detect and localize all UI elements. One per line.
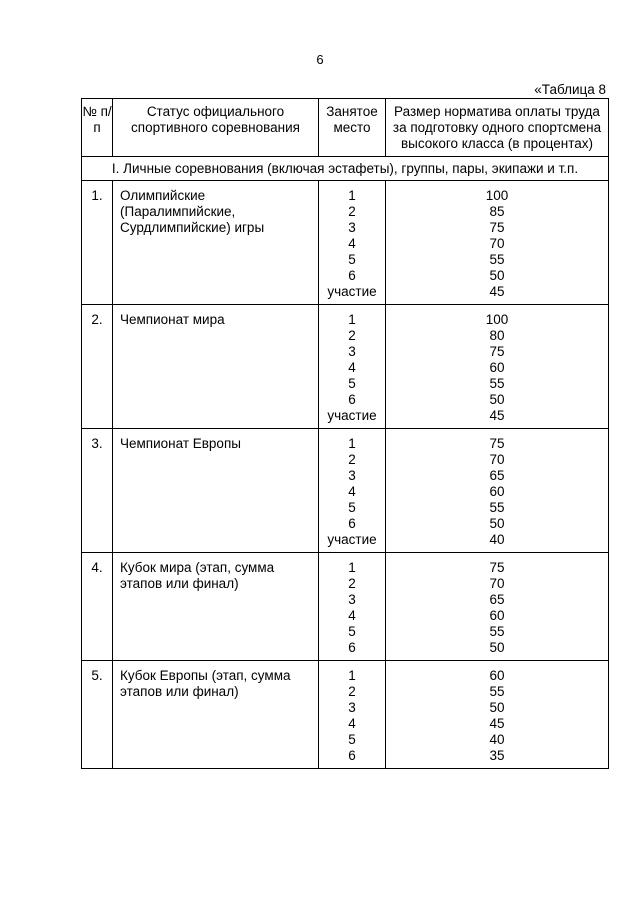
norms-table — [81, 98, 609, 769]
header-norm: Размер норматива оплаты труда за подготовку одного спортсмена высокого класса (в процентах) — [386, 99, 609, 157]
percent-value: 60 — [489, 608, 505, 623]
competition-status: Кубок Европы (этап, сумма этапов или финал) — [113, 661, 319, 769]
percent-value: 45 — [489, 716, 505, 731]
place-value: 2 — [348, 576, 356, 591]
place-value: участие — [327, 408, 377, 423]
header-row — [82, 99, 609, 157]
header-num: № п/п — [82, 99, 113, 157]
percent-value: 70 — [489, 452, 505, 467]
place-value: 1 — [348, 560, 356, 575]
place-value: 6 — [348, 268, 356, 283]
percent-value: 45 — [489, 284, 505, 299]
place-value: 4 — [348, 360, 356, 375]
percent-value: 80 — [489, 328, 505, 343]
section-title: I. Личные соревнования (включая эстафеты), группы, пары, экипажи и т.п. — [82, 157, 609, 181]
header-status: Статус официального спортивного соревнования — [113, 99, 319, 157]
competition-status: Чемпионат мира — [113, 305, 319, 429]
percent-value: 50 — [489, 640, 505, 655]
percent-value: 50 — [489, 268, 505, 283]
place-value: 5 — [348, 376, 356, 391]
place-value: 4 — [348, 608, 356, 623]
percent-value: 85 — [489, 204, 505, 219]
percent-cell — [386, 305, 609, 429]
percent-value: 60 — [489, 668, 505, 683]
place-value: 4 — [348, 236, 356, 251]
competition-status: Олимпийские (Паралимпийские, Сурдлимпийские) игры — [113, 181, 319, 305]
percent-value: 60 — [489, 360, 505, 375]
place-value: 5 — [348, 624, 356, 639]
place-value: 4 — [348, 716, 356, 731]
table-row — [82, 429, 609, 553]
place-value: 5 — [348, 252, 356, 267]
place-value: 5 — [348, 500, 356, 515]
place-value: 2 — [348, 328, 356, 343]
place-value: 2 — [348, 684, 356, 699]
table-row — [82, 305, 609, 429]
percent-value: 70 — [489, 236, 505, 251]
percent-value: 70 — [489, 576, 505, 591]
place-value: 1 — [348, 312, 356, 327]
percent-cell — [386, 553, 609, 661]
percent-value: 55 — [489, 252, 505, 267]
percent-value: 55 — [489, 684, 505, 699]
competition-status: Чемпионат Европы — [113, 429, 319, 553]
percent-value: 75 — [489, 436, 505, 451]
header-place: Занятое место — [319, 99, 386, 157]
percent-value: 55 — [489, 624, 505, 639]
percent-cell — [386, 429, 609, 553]
place-cell — [319, 661, 386, 769]
table-row — [82, 661, 609, 769]
section-row — [82, 157, 609, 181]
percent-value: 40 — [489, 532, 505, 547]
place-value: 6 — [348, 748, 356, 763]
place-value: 2 — [348, 452, 356, 467]
percent-value: 35 — [489, 748, 505, 763]
percent-value: 100 — [485, 188, 509, 203]
percent-value: 75 — [489, 344, 505, 359]
place-value: 6 — [348, 392, 356, 407]
percent-value: 50 — [489, 392, 505, 407]
place-value: 3 — [348, 700, 356, 715]
table-caption: «Таблица 8 — [534, 82, 606, 97]
place-value: 6 — [348, 516, 356, 531]
place-value: 3 — [348, 220, 356, 235]
place-value: 3 — [348, 468, 356, 483]
percent-value: 50 — [489, 700, 505, 715]
row-number: 4. — [82, 553, 113, 661]
place-value: 2 — [348, 204, 356, 219]
percent-value: 40 — [489, 732, 505, 747]
percent-value: 75 — [489, 220, 505, 235]
row-number: 5. — [82, 661, 113, 769]
place-cell — [319, 305, 386, 429]
row-number: 1. — [82, 181, 113, 305]
place-cell — [319, 181, 386, 305]
place-value: 1 — [348, 188, 356, 203]
percent-value: 50 — [489, 516, 505, 531]
percent-value: 65 — [489, 592, 505, 607]
table-row — [82, 181, 609, 305]
percent-value: 55 — [489, 376, 505, 391]
place-value: 3 — [348, 592, 356, 607]
place-value: 1 — [348, 668, 356, 683]
place-value: 5 — [348, 732, 356, 747]
page-number: 6 — [316, 52, 324, 67]
percent-value: 45 — [489, 408, 505, 423]
table-row — [82, 553, 609, 661]
place-cell — [319, 553, 386, 661]
place-cell — [319, 429, 386, 553]
place-value: 3 — [348, 344, 356, 359]
percent-value: 100 — [485, 312, 509, 327]
place-value: участие — [327, 284, 377, 299]
percent-value: 65 — [489, 468, 505, 483]
place-value: участие — [327, 532, 377, 547]
row-number: 2. — [82, 305, 113, 429]
percent-value: 60 — [489, 484, 505, 499]
percent-cell — [386, 661, 609, 769]
row-number: 3. — [82, 429, 113, 553]
competition-status: Кубок мира (этап, сумма этапов или финал) — [113, 553, 319, 661]
percent-cell — [386, 181, 609, 305]
percent-value: 55 — [489, 500, 505, 515]
place-value: 4 — [348, 484, 356, 499]
place-value: 1 — [348, 436, 356, 451]
place-value: 6 — [348, 640, 356, 655]
percent-value: 75 — [489, 560, 505, 575]
